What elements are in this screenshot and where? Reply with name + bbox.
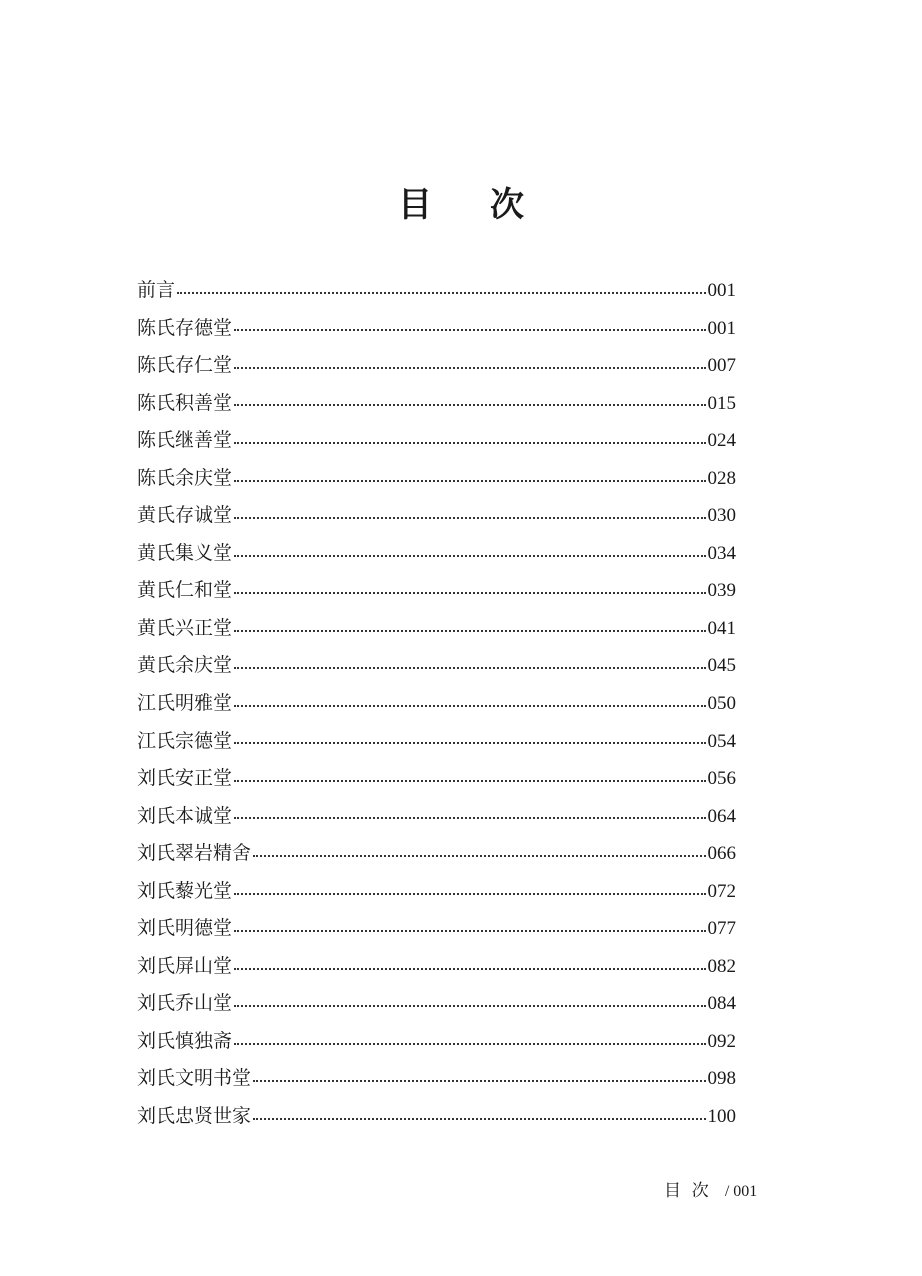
toc-dot-leader: [234, 742, 705, 744]
toc-entry-label: 刘氏忠贤世家: [137, 1105, 252, 1128]
toc-dot-leader: [234, 404, 705, 406]
toc-dot-leader: [234, 667, 705, 669]
toc-entry-page-number: 039: [707, 580, 736, 602]
toc-dot-leader: [234, 480, 705, 482]
toc-entry-page-number: 072: [707, 880, 736, 902]
toc-entry[interactable]: [137, 1060, 736, 1098]
toc-entry-label: 陈氏积善堂: [137, 391, 233, 414]
toc-entry[interactable]: [137, 647, 736, 685]
toc-entry-label: 前言: [137, 279, 176, 301]
toc-entry-page-number: 092: [707, 1030, 736, 1052]
toc-entry[interactable]: [137, 347, 736, 385]
toc-dot-leader: [253, 1080, 705, 1082]
toc-entry-page-number: 098: [707, 1068, 736, 1090]
toc-entry[interactable]: [137, 535, 736, 573]
toc-dot-leader: [234, 442, 705, 444]
page-title-char-1: 目: [398, 184, 432, 225]
toc-entry-label: 陈氏余庆堂: [137, 466, 233, 489]
toc-entry-page-number: 028: [707, 467, 736, 489]
footer-section-label: 目 次: [664, 1181, 709, 1201]
toc-dot-leader: [234, 705, 705, 707]
toc-entry-page-number: 082: [707, 955, 736, 977]
toc-entry[interactable]: [137, 910, 736, 948]
toc-dot-leader: [234, 817, 705, 819]
toc-entry[interactable]: [137, 948, 736, 986]
running-footer: [664, 1180, 757, 1203]
toc-entry[interactable]: [137, 422, 736, 460]
toc-entry[interactable]: [137, 1023, 736, 1061]
toc-dot-leader: [234, 367, 705, 369]
toc-entry-page-number: 007: [707, 355, 736, 377]
toc-entry-label: 黄氏存诚堂: [137, 504, 233, 527]
toc-entry[interactable]: [137, 1098, 736, 1136]
toc-entry[interactable]: [137, 497, 736, 535]
toc-entry[interactable]: [137, 385, 736, 423]
toc-entry[interactable]: [137, 572, 736, 610]
toc-dot-leader: [234, 968, 705, 970]
toc-dot-leader: [253, 855, 705, 857]
page-title: [0, 183, 922, 227]
toc-entry[interactable]: [137, 798, 736, 836]
toc-entry[interactable]: [137, 760, 736, 798]
toc-dot-leader: [234, 630, 705, 632]
toc-entry-label: 黄氏集义堂: [137, 541, 233, 564]
toc-entry-label: 刘氏翠岩精舍: [137, 842, 252, 865]
toc-entry[interactable]: [137, 873, 736, 911]
toc-entry[interactable]: [137, 460, 736, 498]
table-of-contents: [137, 272, 736, 1136]
toc-entry-page-number: 001: [707, 317, 736, 339]
toc-entry-label: 刘氏乔山堂: [137, 992, 233, 1015]
toc-entry-page-number: 015: [707, 392, 736, 414]
toc-dot-leader: [234, 1043, 705, 1045]
toc-entry-label: 江氏明雅堂: [137, 692, 233, 715]
toc-dot-leader: [234, 517, 705, 519]
toc-entry-page-number: 100: [707, 1106, 736, 1128]
toc-dot-leader: [234, 893, 705, 895]
toc-dot-leader: [234, 592, 705, 594]
toc-dot-leader: [253, 1118, 705, 1120]
toc-entry-label: 刘氏安正堂: [137, 767, 233, 790]
toc-entry-label: 刘氏明德堂: [137, 917, 233, 940]
toc-entry[interactable]: [137, 310, 736, 348]
toc-entry-page-number: 064: [707, 805, 736, 827]
toc-entry-label: 黄氏兴正堂: [137, 616, 233, 639]
toc-entry-label: 刘氏本诚堂: [137, 804, 233, 827]
toc-entry-label: 刘氏慎独斋: [137, 1029, 233, 1052]
toc-entry-page-number: 030: [707, 505, 736, 527]
toc-dot-leader: [234, 780, 705, 782]
toc-entry-label: 江氏宗德堂: [137, 729, 233, 752]
toc-dot-leader: [177, 292, 705, 294]
toc-entry[interactable]: [137, 272, 736, 310]
toc-entry[interactable]: [137, 835, 736, 873]
toc-entry[interactable]: [137, 723, 736, 761]
toc-dot-leader: [234, 1005, 705, 1007]
toc-entry-label: 陈氏存德堂: [137, 316, 233, 339]
page-title-char-2: 次: [490, 184, 524, 225]
toc-dot-leader: [234, 930, 705, 932]
toc-entry-page-number: 050: [707, 693, 736, 715]
toc-entry-page-number: 066: [707, 843, 736, 865]
toc-entry-label: 陈氏继善堂: [137, 429, 233, 452]
toc-entry-page-number: 045: [707, 655, 736, 677]
toc-entry[interactable]: [137, 985, 736, 1023]
toc-dot-leader: [234, 329, 705, 331]
toc-entry-page-number: 041: [707, 617, 736, 639]
toc-entry[interactable]: [137, 610, 736, 648]
toc-entry-label: 刘氏文明书堂: [137, 1067, 252, 1090]
toc-entry-page-number: 001: [707, 280, 736, 301]
toc-entry[interactable]: [137, 685, 736, 723]
toc-entry-page-number: 034: [707, 542, 736, 564]
toc-entry-label: 刘氏屏山堂: [137, 954, 233, 977]
footer-page-number: / 001: [724, 1183, 758, 1200]
toc-entry-page-number: 077: [707, 918, 736, 940]
toc-entry-page-number: 084: [707, 993, 736, 1015]
toc-entry-label: 黄氏仁和堂: [137, 579, 233, 602]
toc-entry-page-number: 056: [707, 768, 736, 790]
toc-dot-leader: [234, 555, 705, 557]
toc-entry-label: 刘氏藜光堂: [137, 879, 233, 902]
toc-entry-page-number: 054: [707, 730, 736, 752]
toc-entry-label: 陈氏存仁堂: [137, 354, 233, 377]
toc-entry-page-number: 024: [707, 430, 736, 452]
toc-entry-label: 黄氏余庆堂: [137, 654, 233, 677]
